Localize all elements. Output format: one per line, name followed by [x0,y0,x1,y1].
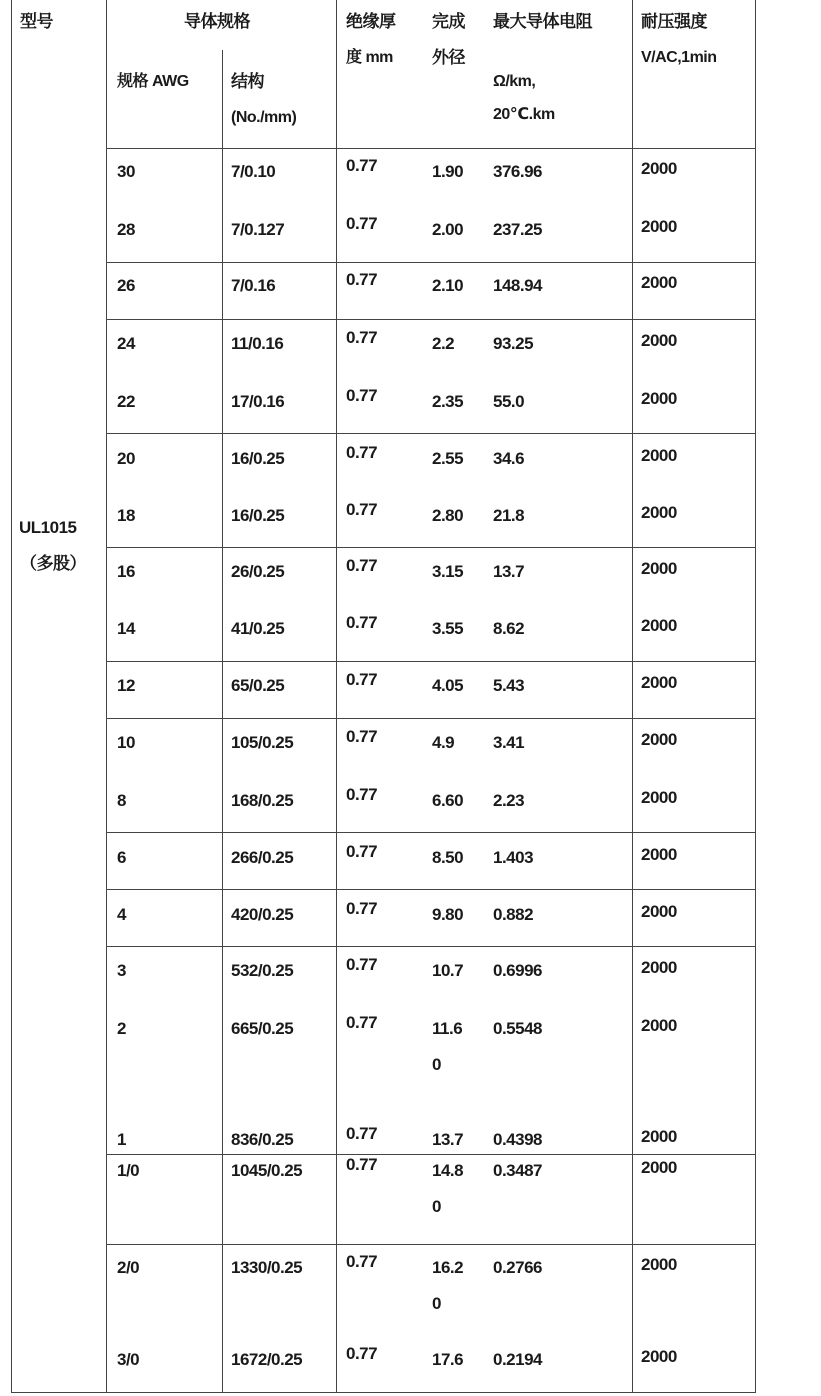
cell-structure: 16/0.25 [231,506,285,525]
cell-structure: 532/0.25 [231,961,294,980]
cell-awg: 24 [117,334,135,353]
cell-voltage: 2000 [641,845,677,864]
cell-outer-diameter: 2.00 [432,220,464,239]
cell-outer-diameter: 2.2 [432,334,455,353]
grid-line [222,50,223,1393]
grid-line [106,547,756,548]
cell-resistance: 376.96 [493,162,542,181]
cell-structure: 105/0.25 [231,733,294,752]
cell-insulation: 0.77 [346,613,378,632]
cell-voltage: 2000 [641,902,677,921]
cell-awg: 8 [117,791,126,810]
model-name: UL1015 [19,518,77,537]
cell-voltage: 2000 [641,1127,677,1146]
cell-awg: 14 [117,619,135,638]
cell-resistance: 0.6996 [493,961,542,980]
header-model: 型号 [20,12,53,31]
cell-awg: 4 [117,905,126,924]
cell-outer-diameter: 13.7 [432,1130,464,1149]
grid-line [632,0,633,1393]
header-insulation-2: 度 mm [346,49,393,66]
cell-structure: 26/0.25 [231,562,285,581]
cell-resistance: 3.41 [493,733,525,752]
cell-outer-diameter: 14.8 [432,1161,464,1180]
cell-insulation: 0.77 [346,899,378,918]
cell-structure: 65/0.25 [231,676,285,695]
cell-insulation: 0.77 [346,842,378,861]
cell-insulation: 0.77 [346,556,378,575]
header-finish-1: 完成 [432,12,465,31]
grid-line [106,1244,756,1245]
cell-insulation: 0.77 [346,785,378,804]
cell-structure: 41/0.25 [231,619,285,638]
header-resistance-2: Ω/km, [493,73,536,90]
cell-structure: 11/0.16 [231,334,284,353]
grid-line [106,148,756,149]
cell-voltage: 2000 [641,331,677,350]
cell-voltage: 2000 [641,159,677,178]
cell-insulation: 0.77 [346,270,378,289]
model-subtitle: （多股） [20,554,86,573]
cell-structure: 836/0.25 [231,1130,294,1149]
cell-resistance: 21.8 [493,506,525,525]
cell-structure: 1672/0.25 [231,1350,303,1369]
header-insulation-1: 绝缘厚 [346,12,396,31]
grid-line [755,0,756,1393]
cell-structure: 168/0.25 [231,791,294,810]
header-voltage-2: V/AC,1min [641,49,717,66]
header-finish-2: 外径 [432,48,465,67]
cell-insulation: 0.77 [346,1013,378,1032]
cell-voltage: 2000 [641,788,677,807]
cell-insulation: 0.77 [346,1124,378,1143]
grid-line [106,889,756,890]
cell-voltage: 2000 [641,503,677,522]
cell-resistance: 0.2194 [493,1350,542,1369]
cell-voltage: 2000 [641,389,677,408]
cell-resistance: 2.23 [493,791,525,810]
cell-insulation: 0.77 [346,727,378,746]
cell-structure: 7/0.127 [231,220,285,239]
cell-resistance: 0.2766 [493,1258,542,1277]
cell-outer-diameter-continued: 0 [432,1197,441,1216]
cell-resistance: 13.7 [493,562,525,581]
grid-line [11,1392,756,1393]
cell-awg: 22 [117,392,135,411]
cell-awg: 28 [117,220,135,239]
cell-resistance: 0.5548 [493,1019,542,1038]
cell-insulation: 0.77 [346,1252,378,1271]
cell-outer-diameter: 4.9 [432,733,455,752]
grid-line [336,0,337,1393]
cell-voltage: 2000 [641,673,677,692]
cell-voltage: 2000 [641,217,677,236]
cell-insulation: 0.77 [346,1344,378,1363]
cell-outer-diameter-continued: 0 [432,1294,441,1313]
header-structure-2: (No./mm) [231,109,297,126]
cell-voltage: 2000 [641,1255,677,1274]
cell-resistance: 5.43 [493,676,525,695]
header-resistance-3: 20℃.km [493,106,555,123]
cell-structure: 665/0.25 [231,1019,294,1038]
cell-outer-diameter: 10.7 [432,961,464,980]
cell-outer-diameter: 8.50 [432,848,464,867]
cell-insulation: 0.77 [346,670,378,689]
cell-outer-diameter: 2.80 [432,506,464,525]
cell-awg: 18 [117,506,135,525]
cell-outer-diameter: 9.80 [432,905,464,924]
cell-outer-diameter: 16.2 [432,1258,464,1277]
cell-structure: 17/0.16 [231,392,285,411]
cell-awg: 26 [117,276,135,295]
cell-awg: 10 [117,733,135,752]
cell-awg: 20 [117,449,135,468]
cell-awg: 3 [117,961,126,980]
cell-resistance: 55.0 [493,392,525,411]
cell-structure: 1330/0.25 [231,1258,303,1277]
cell-awg: 30 [117,162,135,181]
cell-outer-diameter-continued: 0 [432,1055,441,1074]
cell-outer-diameter: 2.55 [432,449,464,468]
header-conductor-spec: 导体规格 [184,12,250,31]
grid-line [106,262,756,263]
cell-structure: 7/0.10 [231,162,276,181]
cell-insulation: 0.77 [346,214,378,233]
cell-resistance: 0.882 [493,905,534,924]
grid-line [106,661,756,662]
cell-voltage: 2000 [641,1016,677,1035]
grid-line [106,832,756,833]
cell-structure: 1045/0.25 [231,1161,303,1180]
grid-line [106,433,756,434]
cell-awg: 1/0 [117,1161,140,1180]
cell-resistance: 0.4398 [493,1130,542,1149]
cell-voltage: 2000 [641,730,677,749]
cell-resistance: 34.6 [493,449,525,468]
cell-awg: 12 [117,676,135,695]
cell-insulation: 0.77 [346,156,378,175]
cell-resistance: 0.3487 [493,1161,542,1180]
cell-resistance: 237.25 [493,220,542,239]
cell-voltage: 2000 [641,273,677,292]
cell-voltage: 2000 [641,1158,677,1177]
cell-outer-diameter: 4.05 [432,676,464,695]
cell-outer-diameter: 17.6 [432,1350,464,1369]
cell-awg: 3/0 [117,1350,140,1369]
cell-outer-diameter: 6.60 [432,791,464,810]
cell-awg: 16 [117,562,135,581]
cell-insulation: 0.77 [346,955,378,974]
cell-voltage: 2000 [641,616,677,635]
header-voltage-1: 耐压强度 [641,12,707,31]
cell-insulation: 0.77 [346,328,378,347]
cell-resistance: 148.94 [493,276,542,295]
cell-outer-diameter: 11.6 [432,1019,463,1038]
grid-line [11,0,12,1393]
cell-structure: 7/0.16 [231,276,276,295]
cell-voltage: 2000 [641,1347,677,1366]
cell-awg: 2 [117,1019,126,1038]
cell-structure: 266/0.25 [231,848,294,867]
cell-resistance: 93.25 [493,334,534,353]
cell-awg: 2/0 [117,1258,140,1277]
cell-outer-diameter: 3.55 [432,619,464,638]
cell-outer-diameter: 1.90 [432,162,464,181]
cell-awg: 6 [117,848,126,867]
cell-outer-diameter: 3.15 [432,562,464,581]
cell-resistance: 1.403 [493,848,534,867]
cell-structure: 16/0.25 [231,449,285,468]
grid-line [106,946,756,947]
grid-line [106,319,756,320]
cell-insulation: 0.77 [346,1155,378,1174]
grid-line [106,1154,756,1155]
cell-structure: 420/0.25 [231,905,294,924]
cell-awg: 1 [117,1130,126,1149]
cell-voltage: 2000 [641,559,677,578]
header-resistance-1: 最大导体电阻 [493,12,592,31]
cell-insulation: 0.77 [346,386,378,405]
cell-outer-diameter: 2.35 [432,392,464,411]
cell-outer-diameter: 2.10 [432,276,464,295]
grid-line [106,0,107,1393]
grid-line [106,718,756,719]
cell-voltage: 2000 [641,958,677,977]
header-spec-awg: 规格 AWG [117,73,189,90]
cell-insulation: 0.77 [346,443,378,462]
cell-resistance: 8.62 [493,619,525,638]
cell-insulation: 0.77 [346,500,378,519]
header-structure-1: 结构 [231,72,264,91]
cell-voltage: 2000 [641,446,677,465]
